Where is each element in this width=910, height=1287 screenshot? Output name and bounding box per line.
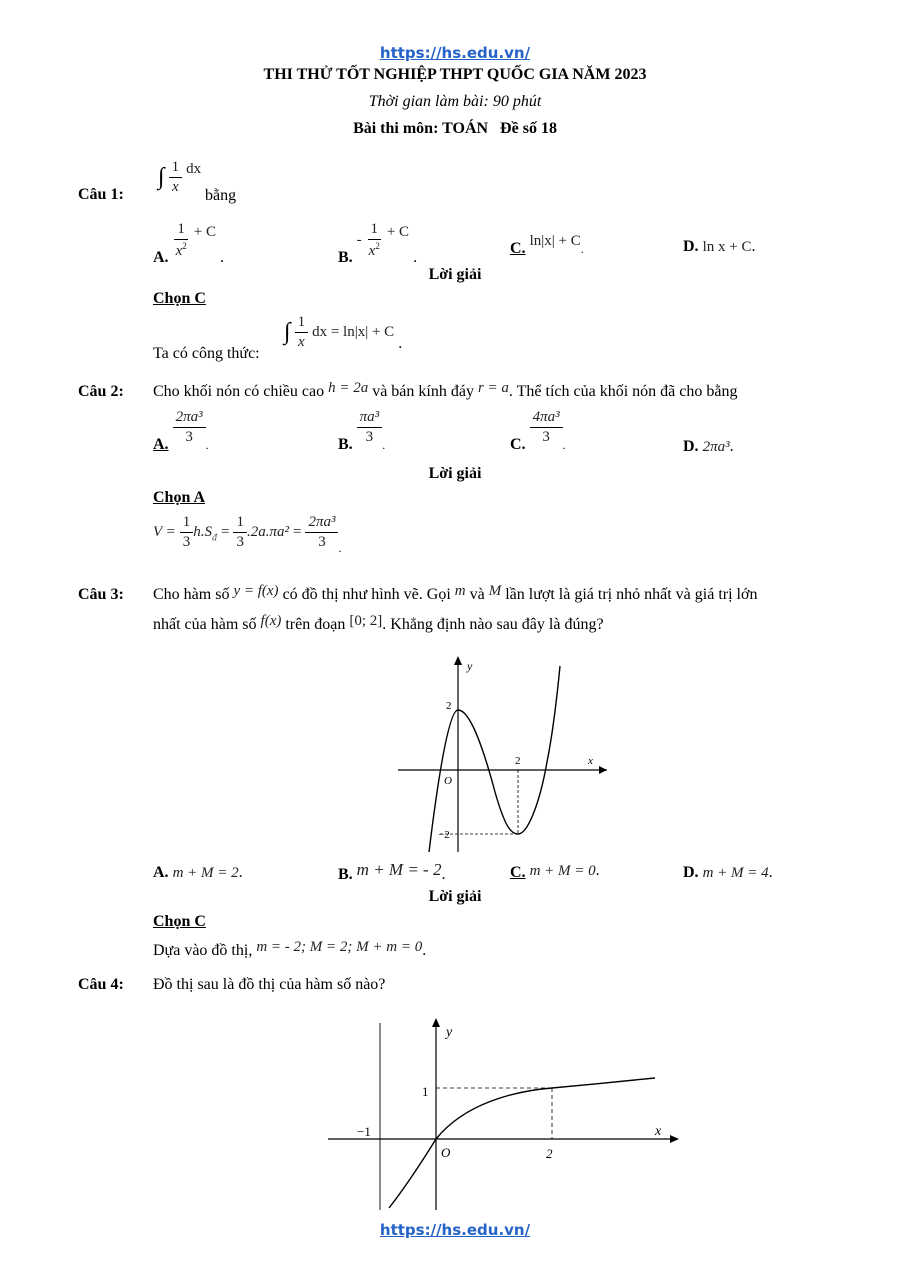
q1-option-a[interactable]: A. $\frac{1}{x^2}$ + C . [153,221,224,267]
q1-stem-suffix: bằng [205,187,237,204]
q3-stem-line2: nhất của hàm số f(x) trên đoạn [0; 2]. Khẳng định nào sau đây là đúng? [153,613,604,633]
q4-origin-label: O [441,1145,451,1160]
q4-tick-x: 2 [546,1146,553,1161]
integral-symbol: ∫ [284,319,291,345]
q4-tick-x-neg: −1 [357,1124,371,1139]
q1-choice: Chọn C [153,290,206,307]
q3-choice: Chọn C [153,913,206,930]
q1-integrand: $\frac{1}{x}$ [169,160,183,195]
header-link[interactable] [0,44,910,63]
q1-explain-formula: ∫ $\frac{1}{x}$ dx = ln|x| + C . [284,314,403,353]
q3-option-d[interactable]: D. m + M = 4. [683,864,773,881]
q4-stem: Đồ thị sau là đồ thị của hàm số nào? [153,976,386,993]
q3-label: Câu 3: [78,586,124,603]
q3-graph [395,652,615,857]
q2-option-a[interactable]: A. $\frac{\text{2πa³}}{3}$ $_.$ [153,409,209,454]
q2-choice: Chọn A [153,489,206,506]
q2-stem: Cho khối nón có chiều cao h = 2a và bán kính đáy r = a. Thể tích của khối nón đã cho bằng [153,380,738,400]
q2-formula: V = $\frac{1}{3}$ $h.S_đ$ = $\frac{1}{3}$ .2a.πa² = $\frac{\text{2πa³}}{3}$ $_.$ [153,514,342,556]
q3-option-c[interactable]: C. m + M = 0. [510,862,600,881]
q3-explain: Dựa vào đồ thị, m = - 2; M = 2; M + m = 0. [153,939,427,959]
integral-symbol: ∫ [158,164,165,190]
q1-option-d[interactable]: D. ln x + C. [683,238,756,255]
q4-graph [325,1015,685,1210]
exam-time: Thời gian làm bài: 90 phút [368,93,542,110]
q2-option-c[interactable]: C. $\frac{\text{4πa³}}{3}$ $_.$ [510,409,566,454]
q3-stem-line1: Cho hàm số y = f(x) có đồ thị như hình vẽ. Gọi m và M lần lượt là giá trị nhỏ nhất và giá trị lớn [153,583,758,603]
exam-title: THI THỬ TỐT NGHIỆP THPT QUỐC GIA NĂM 2023 [263,66,647,83]
footer-url[interactable]: https://hs.edu.vn/ [379,1221,531,1239]
q3-curve [429,666,560,852]
q3-option-a[interactable]: A. m + M = 2. [153,864,243,881]
header-url[interactable]: https://hs.edu.vn/ [379,44,531,62]
q1-stem: ∫ $\frac{1}{x}$ dx [158,159,202,195]
q3-y-label: y [467,659,473,673]
footer-link[interactable] [0,1221,910,1240]
q4-label: Câu 4: [78,976,124,993]
q1-label: Câu 1: [78,186,124,203]
q3-tick-y-neg: −2 [438,829,450,841]
q4-y-arrow [432,1018,440,1027]
q1-option-c[interactable]: C. $\ln|x| + C_.$ [510,233,584,257]
q1-explain-prefix: Ta có công thức: [153,345,260,362]
q3-tick-y-pos: 2 [446,700,452,712]
q2-label: Câu 2: [78,383,124,400]
exam-subject: Bài thi môn: TOÁN Đề số 18 [353,120,557,137]
q1-solution-label: Lời giải [428,266,482,283]
q3-x-arrow [599,766,607,774]
q4-y-label: y [446,1025,453,1040]
q3-option-b[interactable]: B. m + M = - 2. [338,860,446,883]
q3-origin-label: O [444,775,452,787]
q3-x-label: x [588,755,593,767]
q4-curve [389,1078,655,1208]
q3-tick-x-pos: 2 [515,755,521,767]
q4-x-label: x [655,1124,662,1139]
q2-solution-label: Lời giải [428,465,482,482]
q3-solution-label: Lời giải [428,888,482,905]
q2-option-b[interactable]: B. $\frac{\text{πa³}}{3}$ $_.$ [338,409,386,454]
q4-x-arrow [670,1135,679,1143]
q1-option-b[interactable]: B. - $\frac{1}{x^2}$ + C . [338,221,418,267]
q3-y-arrow [454,656,462,665]
q4-tick-y: 1 [422,1084,429,1099]
q2-option-d[interactable]: D. 2πa³. [683,438,734,455]
